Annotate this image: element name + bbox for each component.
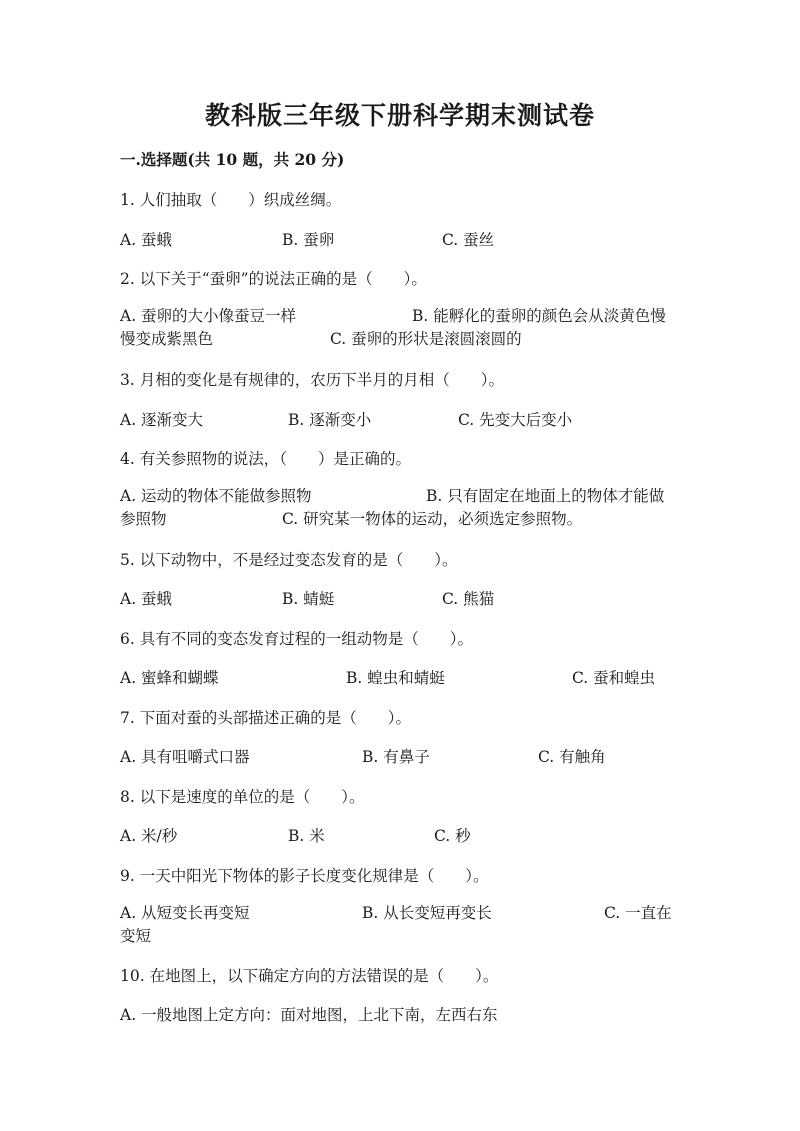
option-b: B. 蜻蜓 <box>282 590 335 608</box>
option-a: A. 具有咀嚼式口器 <box>120 748 250 766</box>
option-block <box>120 485 680 531</box>
option-c: C. 有触角 <box>538 748 606 766</box>
question-stem: 3. 月相的变化是有规律的，农历下半月的月相（ ）。 <box>120 371 504 389</box>
question-stem: 9. 一天中阳光下物体的影子长度变化规律是（ ）。 <box>120 867 489 885</box>
question-stem: 7. 下面对蚕的头部描述正确的是（ ）。 <box>120 709 411 727</box>
option-a: A. 蚕蛾 <box>120 590 173 608</box>
option-c-line1: C. 一直在 <box>604 904 672 922</box>
option-c: C. 熊猫 <box>442 590 495 608</box>
option-row <box>120 666 680 688</box>
option-b: B. 从长变短再变长 <box>362 904 492 922</box>
option-b: B. 有鼻子 <box>362 748 430 766</box>
option-b-line1: B. 只有固定在地面上的物体才能做 <box>426 487 665 505</box>
option-a: A. 从短变长再变短 <box>120 904 250 922</box>
option-block <box>120 902 680 948</box>
option-c: C. 蚕丝 <box>442 231 495 249</box>
option-row <box>120 587 680 609</box>
option-row <box>120 824 680 846</box>
option-c: C. 研究某一物体的运动，必须选定参照物。 <box>282 510 583 528</box>
option-row <box>120 408 680 430</box>
question-stem: 4. 有关参照物的说法，（ ）是正确的。 <box>120 450 411 468</box>
option-b: B. 蚕卵 <box>282 231 335 249</box>
option-a: A. 运动的物体不能做参照物 <box>120 487 312 505</box>
question-stem: 5. 以下动物中，不是经过变态发育的是（ ）。 <box>120 551 458 569</box>
question-stem: 10. 在地图上，以下确定方向的方法错误的是（ ）。 <box>120 967 499 985</box>
option-c: C. 蚕和蝗虫 <box>572 669 656 687</box>
option-a: A. 逐渐变大 <box>120 411 204 429</box>
option-row <box>120 745 680 767</box>
question-stem: 2. 以下关于“蚕卵”的说法正确的是（ ）。 <box>120 270 427 288</box>
option-a: A. 米/秒 <box>120 827 178 845</box>
option-a: A. 蜜蜂和蝴蝶 <box>120 669 219 687</box>
option-block <box>120 305 680 351</box>
option-row <box>120 228 680 250</box>
question-stem: 8. 以下是速度的单位的是（ ）。 <box>120 788 365 806</box>
option-c: C. 秒 <box>434 827 471 845</box>
option-b: B. 逐渐变小 <box>288 411 372 429</box>
option-b: B. 米 <box>288 827 325 845</box>
option-b-line1: B. 能孵化的蚕卵的颜色会从淡黄色慢 <box>412 307 666 325</box>
option-a: A. 蚕蛾 <box>120 231 173 249</box>
option-c: C. 蚕卵的形状是滚圆滚圆的 <box>330 330 522 348</box>
option-b-line2: 慢变成紫黑色 <box>120 330 214 348</box>
option-b: B. 蝗虫和蜻蜓 <box>346 669 445 687</box>
option-row <box>120 1003 680 1025</box>
question-stem: 6. 具有不同的变态发育过程的一组动物是（ ）。 <box>120 630 473 648</box>
section-heading: 一.选择题(共 10 题，共 20 分) <box>120 150 345 169</box>
page-title: 教科版三年级下册科学期末测试卷 <box>204 101 595 130</box>
option-a: A. 一般地图上定方向：面对地图，上北下南，左西右东 <box>120 1006 498 1024</box>
option-c: C. 先变大后变小 <box>458 411 573 429</box>
question-stem: 1. 人们抽取（ ）织成丝绸。 <box>120 191 342 209</box>
option-a: A. 蚕卵的大小像蚕豆一样 <box>120 307 297 325</box>
option-c-line2: 变短 <box>120 927 152 945</box>
option-b-line2: 参照物 <box>120 510 167 528</box>
